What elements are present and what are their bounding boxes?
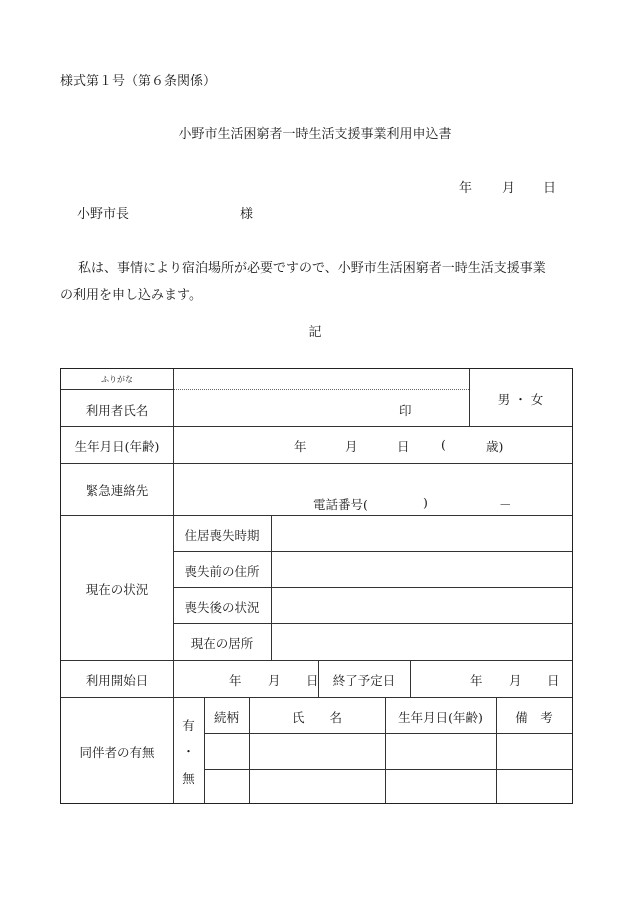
phone-close: ) (423, 495, 428, 510)
date-year: 年 (459, 181, 473, 196)
form-number: 様式第１号（第６条関係） (60, 74, 217, 89)
status-row-label: 住居喪失時期 (184, 528, 260, 543)
age-open: ( (441, 437, 446, 452)
presence-dot: ・ (182, 744, 195, 759)
start-day: 日 (306, 673, 319, 688)
emergency-contact-label: 緊急連絡先 (85, 483, 149, 498)
birthdate-label: 生年月日(年齢) (74, 439, 160, 454)
presence-no: 無 (182, 771, 195, 786)
status-row-label: 喪失前の住所 (184, 564, 260, 579)
addressee-honorific: 様 (240, 207, 254, 222)
furigana-label: ふりがな (101, 375, 133, 384)
end-year: 年 (470, 673, 483, 688)
gender-options: 男 ・ 女 (497, 392, 544, 407)
statement-line-1: 私は、事情により宿泊場所が必要ですので、小野市生活困窮者一時生活支援事業 (78, 261, 546, 276)
companion-label: 同伴者の有無 (79, 745, 155, 760)
birth-month: 月 (345, 439, 358, 454)
birth-year: 年 (294, 439, 307, 454)
companion-header-name: 氏 名 (291, 710, 342, 725)
presence-yes: 有 (182, 718, 195, 733)
applicant-name-label: 利用者氏名 (85, 403, 149, 418)
status-row-label: 現在の居所 (190, 636, 254, 651)
companion-header-birthdate: 生年月日(年齢) (398, 710, 483, 725)
companion-header-notes: 備 考 (515, 710, 553, 725)
age-close: 歳) (486, 439, 504, 454)
phone-label: 電話番号( (313, 497, 368, 512)
addressee-name: 小野市長 (77, 207, 130, 222)
seal-mark: 印 (399, 403, 412, 418)
start-date-label: 利用開始日 (85, 673, 149, 688)
date-day: 日 (543, 181, 557, 196)
application-table (60, 368, 573, 804)
current-status-label: 現在の状況 (85, 582, 149, 597)
statement-line-2: の利用を申し込みます。 (60, 288, 202, 303)
date-month: 月 (502, 181, 516, 196)
status-row-label: 喪失後の状況 (184, 600, 260, 615)
phone-dash: － (499, 497, 512, 512)
end-month: 月 (509, 673, 522, 688)
form-title: 小野市生活困窮者一時生活支援事業利用申込書 (178, 127, 452, 142)
end-day: 日 (547, 673, 560, 688)
birth-day: 日 (397, 439, 410, 454)
end-date-label: 終了予定日 (332, 673, 396, 688)
ki-heading: 記 (308, 325, 322, 340)
companion-header-relation: 続柄 (213, 710, 239, 725)
start-year: 年 (229, 673, 242, 688)
start-month: 月 (268, 673, 281, 688)
